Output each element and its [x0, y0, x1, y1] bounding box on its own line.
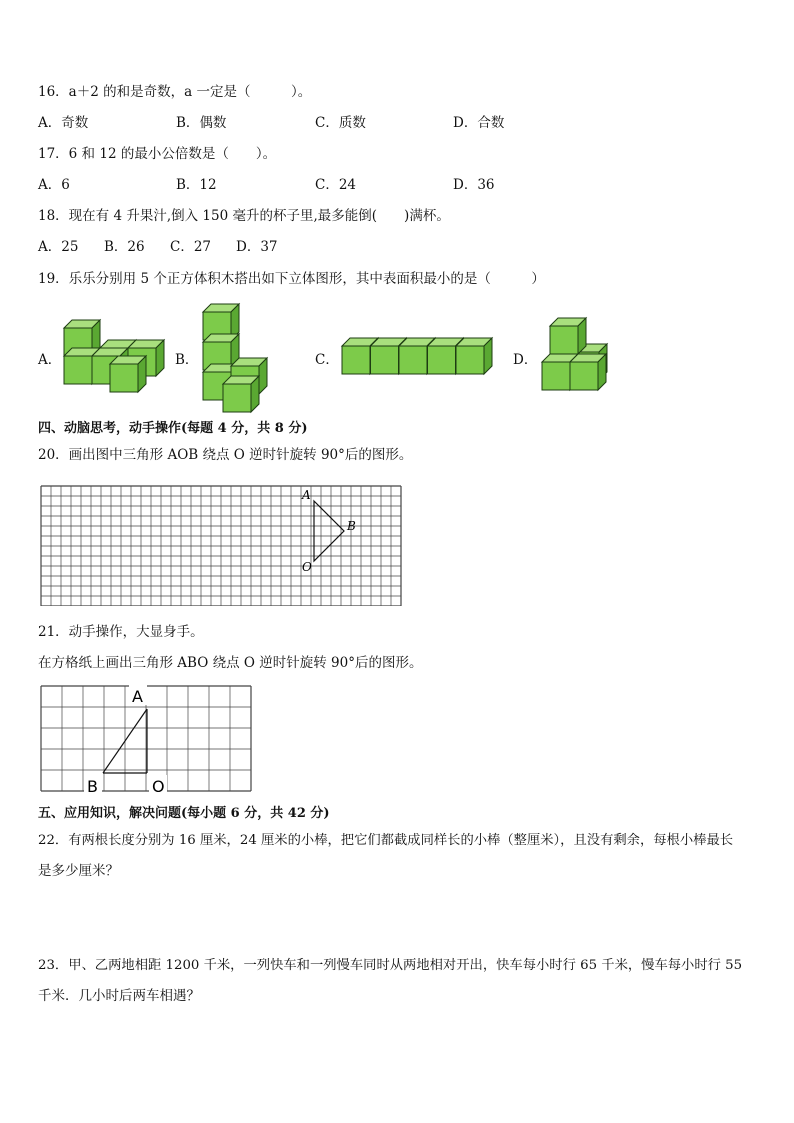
q19-d-cube-front — [550, 326, 578, 354]
q20-grid — [41, 486, 401, 606]
q17-option-c[interactable]: C．24 — [315, 177, 357, 193]
q19-c-cube-front — [342, 346, 370, 374]
q19-c-cube-front — [456, 346, 484, 374]
q16-option-d[interactable]: D．合数 — [453, 115, 505, 131]
q19-figure-a — [64, 320, 164, 392]
q19-c-cube-front — [371, 346, 399, 374]
q18-stem: 18．现在有 4 升果汁,倒入 150 毫升的杯子里,最多能倒( )满杯。 — [38, 208, 450, 224]
q19-d-cube-front — [570, 362, 598, 390]
q18-option-b[interactable]: B．26 — [104, 239, 145, 255]
q21-label-o: O — [152, 777, 165, 796]
q18-option-a[interactable]: A．25 — [38, 239, 79, 255]
q16-option-c[interactable]: C．质数 — [315, 115, 366, 131]
q20-triangle-aob — [314, 501, 344, 561]
q19-figure-c — [342, 338, 492, 374]
q21-stem: 21．动手操作，大显身手。 — [38, 624, 204, 640]
q19-figure-b — [203, 304, 267, 412]
q19-option-b[interactable]: B． — [175, 352, 199, 368]
q18-option-d[interactable]: D．37 — [236, 239, 278, 255]
q21-grid-figure — [38, 684, 258, 798]
q16-option-a[interactable]: A．奇数 — [38, 115, 89, 131]
q19-d-cube-front — [542, 362, 570, 390]
q20-stem: 20．画出图中三角形 AOB 绕点 O 逆时针旋转 90°后的图形。 — [38, 447, 413, 463]
q21-label-b: B — [87, 777, 98, 796]
q20-label-a: A — [302, 488, 311, 502]
q17-option-a[interactable]: A．6 — [38, 177, 70, 193]
q19-c-cube-front — [428, 346, 456, 374]
q19-a-cube-front — [110, 364, 138, 392]
q19-a-cube-front — [64, 356, 92, 384]
q18-option-c[interactable]: C．27 — [170, 239, 212, 255]
q22-line1: 22．有两根长度分别为 16 厘米，24 厘米的小棒，把它们都截成同样长的小棒（整厘米），且没有剩余，每根小棒最长 — [38, 833, 734, 848]
q19-option-c[interactable]: C． — [315, 352, 339, 368]
q19-option-d[interactable]: D． — [513, 352, 538, 368]
q19-option-a[interactable]: A． — [38, 352, 62, 368]
q16-stem: 16．a＋2 的和是奇数，a 一定是（ ）。 — [38, 84, 312, 100]
q21-sub: 在方格纸上画出三角形 ABO 绕点 O 逆时针旋转 90°后的图形。 — [38, 655, 423, 671]
q17-option-b[interactable]: B．12 — [176, 177, 217, 193]
q20-grid-figure — [38, 484, 404, 606]
q23-line1: 23．甲、乙两地相距 1200 千米，一列快车和一列慢车同时从两地相对开出，快车每小时行 65 千米，慢车每小时行 55 — [38, 958, 743, 973]
q23-line2: 千米．几小时后两车相遇？ — [38, 988, 200, 1004]
q19-b-cube-front — [223, 384, 251, 412]
q20-label-b: B — [347, 519, 356, 533]
q19-c-cube-front — [399, 346, 427, 374]
q19-cube-figures — [0, 300, 794, 440]
section5-title: 五、应用知识，解决问题(每小题 6 分，共 42 分) — [38, 806, 330, 821]
q22-line2: 是多少厘米？ — [38, 863, 119, 879]
q21-label-a: A — [132, 687, 143, 706]
q17-stem: 17．6 和 12 的最小公倍数是（ ）。 — [38, 146, 277, 162]
q17-option-d[interactable]: D．36 — [453, 177, 495, 193]
q20-label-o: O — [302, 560, 312, 574]
q19-stem: 19．乐乐分别用 5 个正方体积木搭出如下立体图形，其中表面积最小的是（ ） — [38, 271, 545, 287]
q19-figure-d — [542, 318, 607, 390]
q16-option-b[interactable]: B．偶数 — [176, 115, 227, 131]
section4-title: 四、动脑思考，动手操作(每题 4 分，共 8 分) — [38, 421, 308, 436]
